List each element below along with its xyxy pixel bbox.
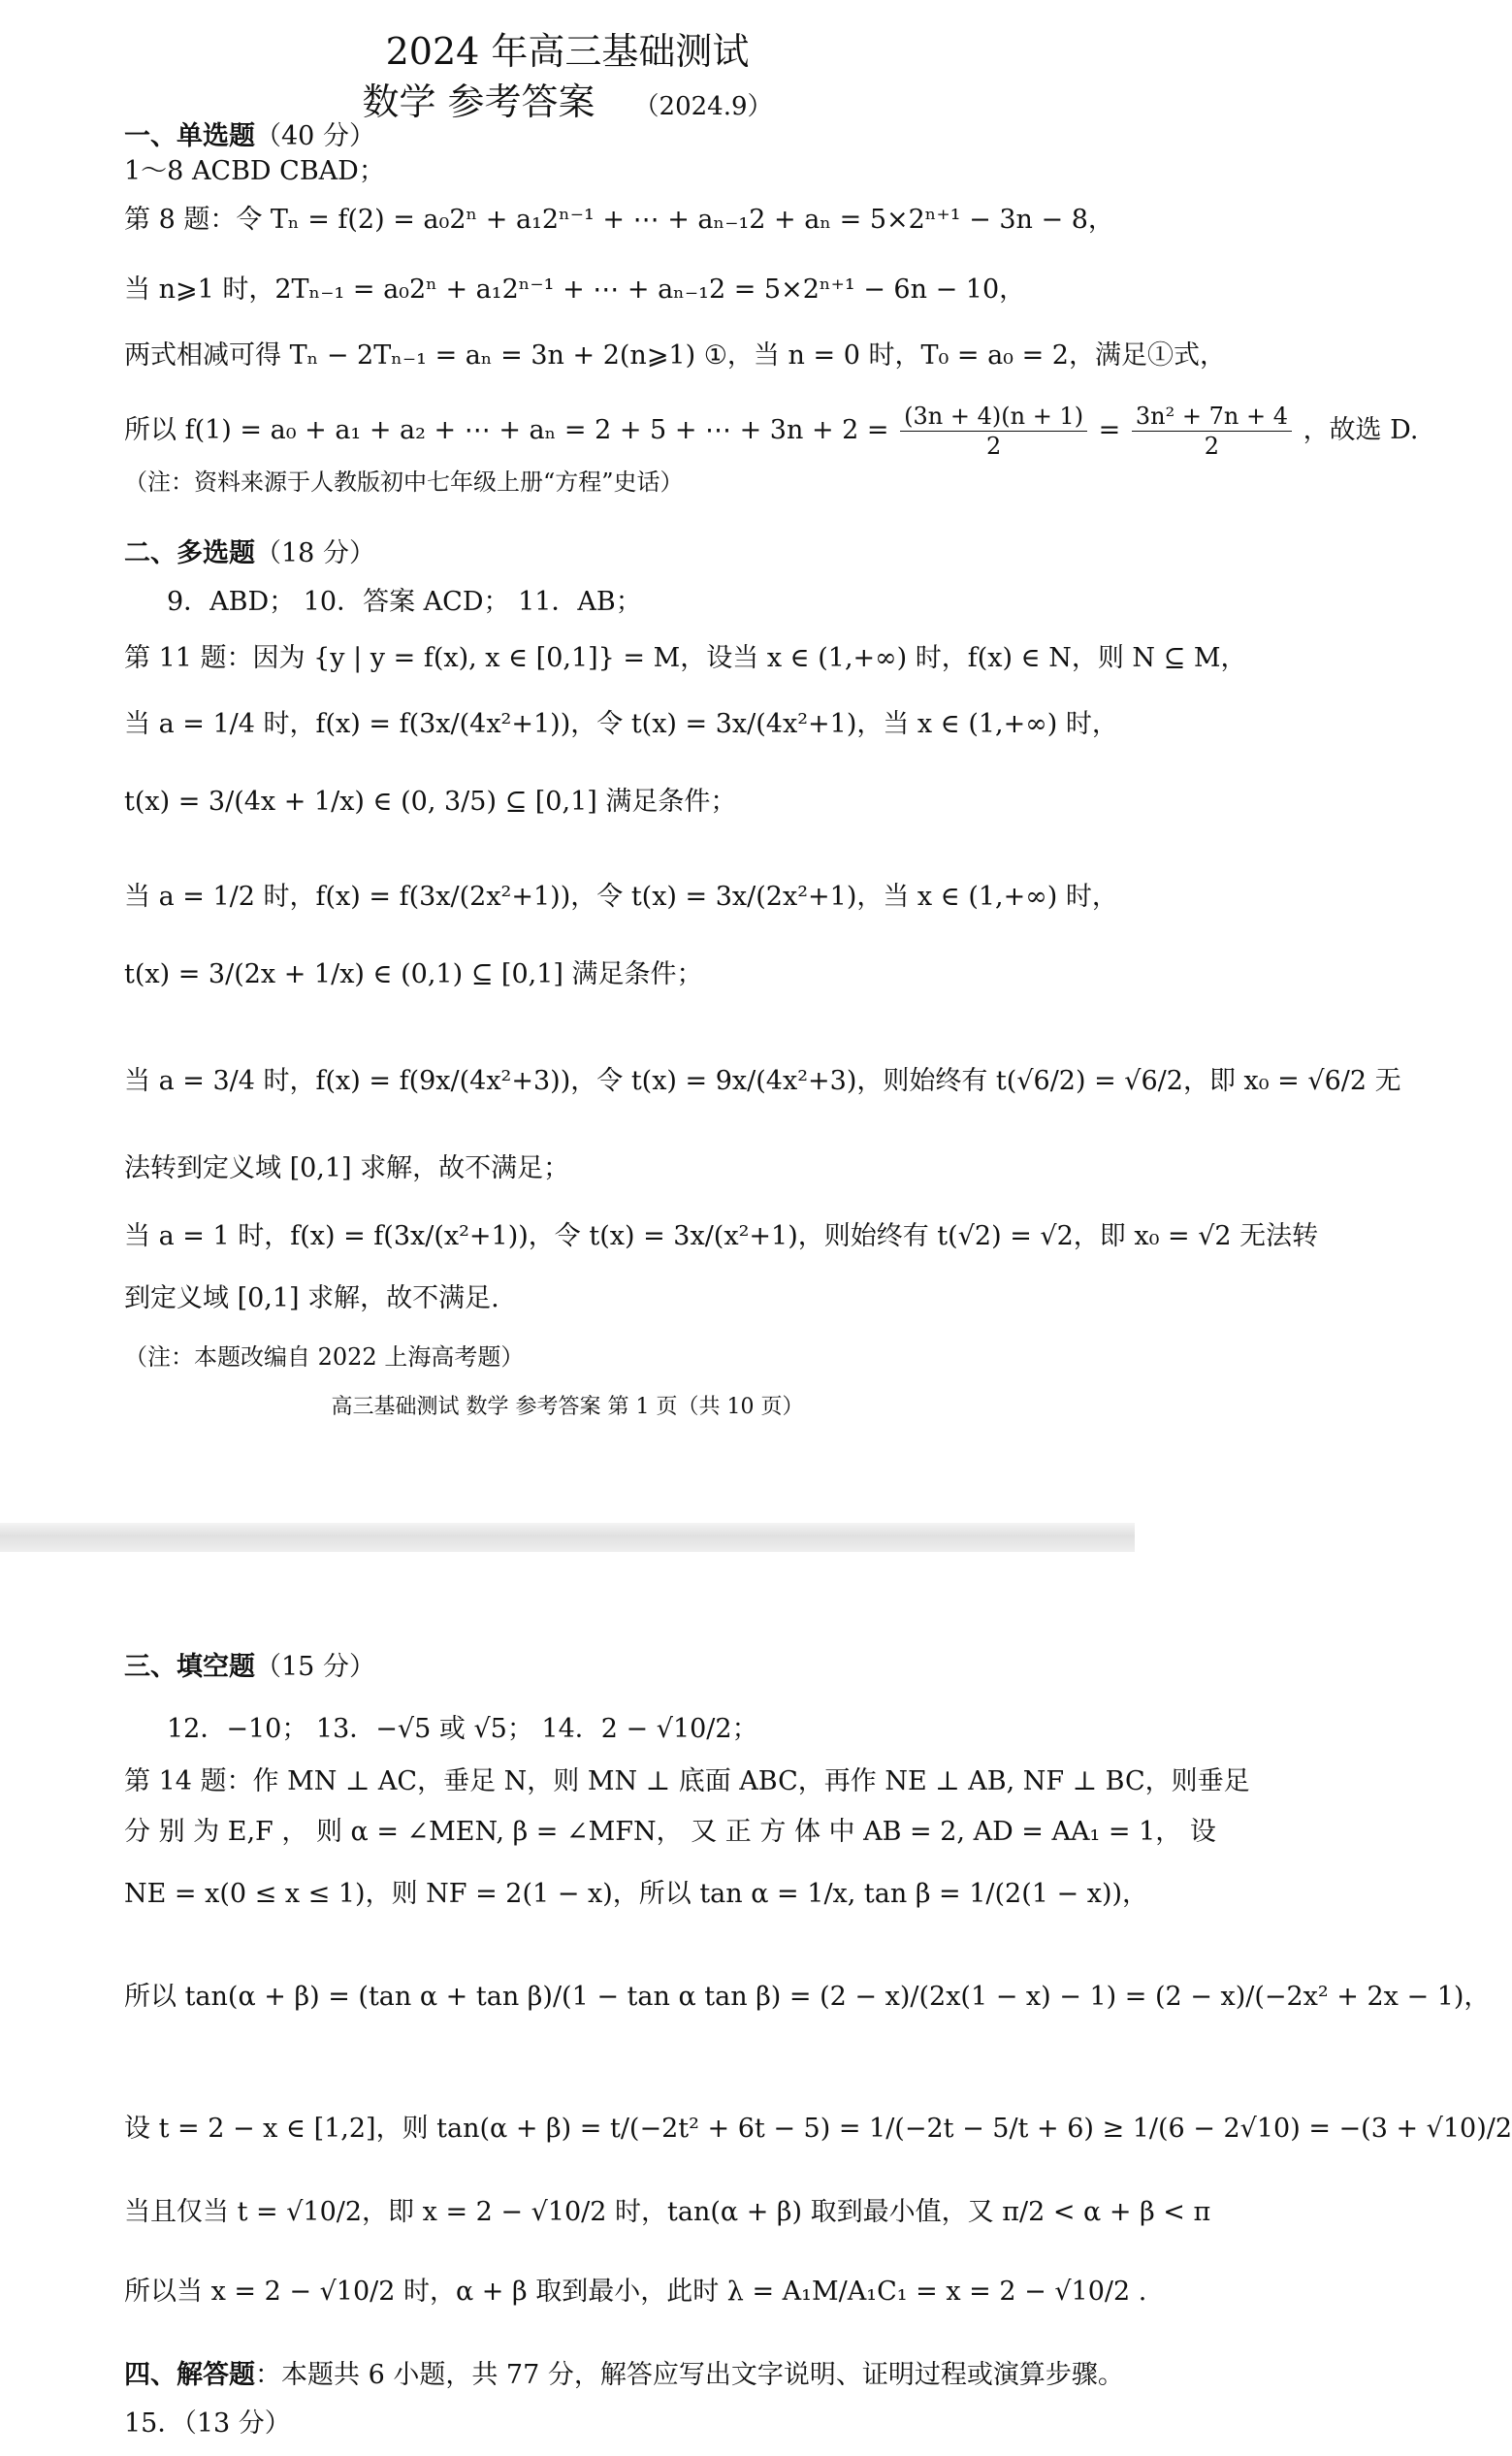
q14-line-2: 分 别 为 E,F ， 则 α = ∠MEN, β = ∠MFN， 又 正 方 体 中 AB = 2, AD = AA₁ = 1， 设 — [124, 1817, 1216, 1847]
fraction — [1132, 402, 1292, 461]
q8-line-4 — [124, 400, 1419, 462]
section-multi-choice-heading — [124, 535, 1016, 572]
q8-line-4-lead: 所以 f(1) = a₀ + a₁ + a₂ + ⋯ + aₙ = 2 + 5 + ⋯ + 3n + 2 = — [124, 415, 889, 445]
q14-line-3: NE = x(0 ≤ x ≤ 1)，则 NF = 2(1 − x)，所以 tan α = 1/x, tan β = 1/(2(1 − x))， — [124, 1879, 1149, 1909]
page-footer: 高三基础测试 数学 参考答案 第 1 页（共 10 页） — [331, 1395, 804, 1419]
section-title: 二、多选题 — [124, 538, 255, 568]
section-score: （40 分） — [255, 121, 375, 151]
page-separator — [0, 1523, 1135, 1552]
fraction-numerator: 3n² + 7n + 4 — [1132, 402, 1292, 432]
subtitle-text: 数学 参考答案 — [362, 81, 595, 123]
q11-case-a1-line-1: 当 a = 1/4 时，f(x) = f(3x/(4x²+1))，令 t(x) = 3x/(4x²+1)，当 x ∈ (1,+∞) 时， — [124, 709, 1118, 739]
q14-line-6: 当且仅当 t = √10/2，即 x = 2 − √10/2 时，tan(α + β) 取到最小值，又 π/2 < α + β < π — [124, 2197, 1211, 2227]
q14-line-5: 设 t = 2 − x ∈ [1,2]，则 tan(α + β) = t/(−2t² + 6t − 5) = 1/(−2t − 5/t + 6) ≥ 1/(6 − 2√10) = −(3 + √10)/2 — [124, 2114, 1512, 2144]
answer-page-2 — [0, 1552, 1512, 2456]
q8-line-3: 两式相减可得 Tₙ − 2Tₙ₋₁ = aₙ = 3n + 2(n⩾1) ①，当 n = 0 时，T₀ = a₀ = 2，满足①式， — [124, 340, 1226, 371]
q11-case-a2-line-2: t(x) = 3/(2x + 1/x) ∈ (0,1) ⊆ [0,1] 满足条件； — [124, 959, 703, 989]
answers-1-8: 1～8 ACBD CBAD； — [124, 156, 385, 186]
q14-line-7: 所以当 x = 2 − √10/2 时，α + β 取到最小，此时 λ = A₁M/A₁C₁ = x = 2 − √10/2 . — [124, 2277, 1147, 2307]
section-title: 一、单选题 — [124, 121, 255, 151]
answers-9-11: 9．ABD； 10．答案 ACD； 11．AB； — [167, 587, 642, 617]
q11-case-a1-line-2: t(x) = 3/(4x + 1/x) ∈ (0, 3/5) ⊆ [0,1] 满足条件； — [124, 787, 737, 817]
q8-note: （注：资料来源于人教版初中七年级上册“方程”史话） — [124, 469, 684, 496]
doc-date: （2024.9） — [633, 92, 773, 121]
section-instructions: ：本题共 6 小题，共 77 分，解答应写出文字说明、证明过程或演算步骤。 — [255, 2360, 1124, 2390]
doc-title: 2024 年高三基础测试 — [385, 30, 750, 73]
equals-sign: = — [1098, 415, 1121, 445]
q14-line-1: 第 14 题：作 MN ⊥ AC，垂足 N，则 MN ⊥ 底面 ABC，再作 NE ⊥ AB, NF ⊥ BC，则垂足 — [124, 1766, 1250, 1796]
answers-12-14: 12．−10； 13．−√5 或 √5； 14．2 − √10/2； — [167, 1714, 758, 1744]
q11-case-a3-line-2: 法转到定义域 [0,1] 求解，故不满足； — [124, 1153, 570, 1183]
section-single-choice-heading — [124, 118, 1016, 155]
q15-label: 15．（13 分） — [124, 2408, 291, 2439]
q11-note: （注：本题改编自 2022 上海高考题） — [124, 1343, 525, 1371]
fraction-denominator: 2 — [1204, 433, 1220, 460]
q11-case-a3-line-1: 当 a = 3/4 时，f(x) = f(9x/(4x²+3))，令 t(x) = 9x/(4x²+3)，则始终有 t(√6/2) = √6/2，即 x₀ = √6/2 无 — [124, 1066, 1401, 1096]
q11-case-a4-line-2: 到定义域 [0,1] 求解，故不满足. — [124, 1283, 499, 1313]
q8-line-4-tail: ，故选 D. — [1303, 415, 1419, 445]
section-score: （18 分） — [255, 538, 375, 568]
section-title: 四、解答题 — [124, 2360, 255, 2390]
section-title: 三、填空题 — [124, 1652, 255, 1682]
q11-case-a4-line-1: 当 a = 1 时，f(x) = f(3x/(x²+1))，令 t(x) = 3x/(x²+1)，则始终有 t(√2) = √2，即 x₀ = √2 无法转 — [124, 1221, 1319, 1251]
fraction-denominator: 2 — [985, 433, 1002, 460]
section-fill-blank-heading — [124, 1649, 1016, 1686]
fraction-numerator: (3n + 4)(n + 1) — [900, 402, 1087, 432]
q14-line-4: 所以 tan(α + β) = (tan α + tan β)/(1 − tan α tan β) = (2 − x)/(2x(1 − x) − 1) = (2 − x)/(−2x² + 2x − 1)， — [124, 1982, 1491, 2012]
q11-line-1: 第 11 题：因为 {y | y = f(x), x ∈ [0,1]} = M，设当 x ∈ (1,+∞) 时，f(x) ∈ N，则 N ⊆ M， — [124, 643, 1247, 673]
fraction — [900, 402, 1087, 461]
section-solution-heading — [124, 2357, 1124, 2394]
q8-line-1: 第 8 题：令 Tₙ = f(2) = a₀2ⁿ + a₁2ⁿ⁻¹ + ⋯ + aₙ₋₁2 + aₙ = 5×2ⁿ⁺¹ − 3n − 8， — [124, 205, 1114, 235]
q11-case-a2-line-1: 当 a = 1/2 时，f(x) = f(3x/(2x²+1))，令 t(x) = 3x/(2x²+1)，当 x ∈ (1,+∞) 时， — [124, 882, 1118, 912]
q8-line-2: 当 n⩾1 时，2Tₙ₋₁ = a₀2ⁿ + a₁2ⁿ⁻¹ + ⋯ + aₙ₋₁2 = 5×2ⁿ⁺¹ − 6n − 10， — [124, 275, 1026, 305]
section-score: （15 分） — [255, 1652, 375, 1682]
